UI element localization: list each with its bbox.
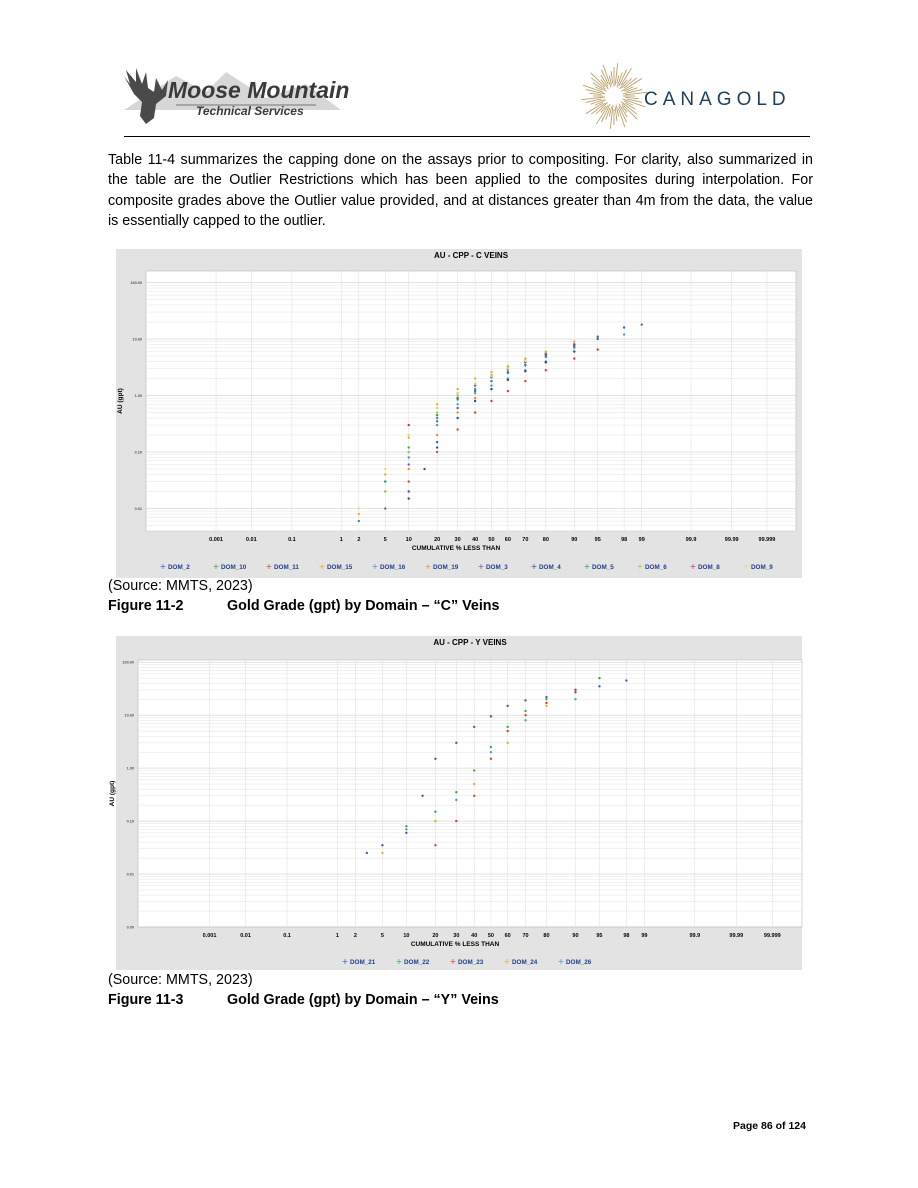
x-tick-label: 99 — [638, 537, 645, 543]
data-point — [474, 392, 476, 394]
data-point — [490, 751, 492, 753]
legend-marker: + — [530, 562, 538, 571]
data-point — [524, 710, 526, 712]
y-tick-label: 100.00 — [122, 660, 134, 665]
data-point — [506, 726, 508, 728]
data-point — [574, 698, 576, 700]
legend-marker: + — [449, 957, 457, 966]
x-tick-label: 90 — [571, 537, 578, 543]
data-point — [436, 424, 438, 426]
x-tick-label: 80 — [542, 537, 549, 543]
legend-marker: + — [583, 562, 591, 571]
x-tick-label: 0.1 — [288, 537, 296, 543]
y-tick-label: 1.00 — [126, 766, 134, 771]
data-point — [507, 367, 509, 369]
x-tick-label: 99.99 — [729, 933, 744, 939]
y-tick-label: 0.01 — [126, 872, 134, 877]
data-point — [436, 434, 438, 436]
data-point — [506, 742, 508, 744]
legend-marker: + — [318, 562, 326, 571]
data-point — [436, 407, 438, 409]
figure-number: Figure 11-2 — [108, 598, 184, 614]
data-point — [456, 417, 458, 419]
data-point — [573, 340, 575, 342]
data-point — [545, 696, 547, 698]
data-point — [545, 361, 547, 363]
data-point — [490, 384, 492, 386]
moose-mountain-logo — [116, 62, 350, 128]
data-point — [524, 370, 526, 372]
legend-entry: DOM_26 — [566, 959, 592, 966]
data-point — [490, 388, 492, 390]
data-point — [474, 383, 476, 385]
figure-title: Gold Grade (gpt) by Domain – “Y” Veins — [227, 992, 499, 1008]
legend-marker: + — [742, 562, 750, 571]
legend-marker: + — [689, 562, 697, 571]
x-axis-label: CUMULATIVE % LESS THAN — [411, 545, 501, 552]
x-tick-label: 99.999 — [758, 537, 776, 543]
data-point — [384, 480, 386, 482]
x-tick-label: 50 — [488, 537, 495, 543]
x-tick-label: 95 — [594, 537, 601, 543]
data-point — [455, 820, 457, 822]
y-tick-label: 0.01 — [134, 507, 142, 512]
chart-y-veins — [109, 636, 802, 970]
data-point — [408, 451, 410, 453]
legend-entry: DOM_6 — [645, 564, 667, 571]
legend-marker: + — [159, 562, 167, 571]
data-point — [434, 844, 436, 846]
figure-title: Gold Grade (gpt) by Domain – “C” Veins — [227, 598, 500, 614]
data-point — [623, 333, 625, 335]
data-point — [474, 411, 476, 413]
data-point — [490, 400, 492, 402]
moose-head-icon — [124, 68, 168, 124]
y-tick-label: 0.00 — [126, 925, 134, 930]
data-point — [524, 699, 526, 701]
x-tick-label: 0.01 — [240, 933, 251, 939]
data-point — [598, 677, 600, 679]
x-tick-label: 99 — [641, 933, 648, 939]
x-tick-label: 98 — [621, 537, 628, 543]
legend-marker: + — [636, 562, 644, 571]
data-point — [384, 507, 386, 509]
data-point — [408, 480, 410, 482]
x-tick-label: 0.001 — [202, 933, 217, 939]
data-point — [456, 407, 458, 409]
legend-marker: + — [371, 562, 379, 571]
legend-entry: DOM_23 — [458, 959, 484, 966]
legend-entry: DOM_19 — [433, 564, 459, 571]
chart-title: AU - CPP - Y VEINS — [433, 638, 507, 647]
data-point — [524, 380, 526, 382]
legend-marker: + — [212, 562, 220, 571]
data-point — [490, 371, 492, 373]
x-tick-label: 60 — [504, 537, 511, 543]
data-point — [490, 746, 492, 748]
x-tick-label: 95 — [596, 933, 603, 939]
y-tick-label: 0.10 — [134, 450, 142, 455]
data-point — [436, 451, 438, 453]
data-point — [456, 398, 458, 400]
data-point — [524, 714, 526, 716]
data-point — [421, 795, 423, 797]
x-tick-label: 99.9 — [689, 933, 701, 939]
data-point — [490, 715, 492, 717]
data-point — [436, 417, 438, 419]
x-tick-label: 2 — [353, 933, 357, 939]
data-point — [405, 832, 407, 834]
header-rule — [124, 136, 810, 137]
data-point — [384, 490, 386, 492]
legend-entry: DOM_5 — [592, 564, 614, 571]
data-point — [358, 507, 360, 509]
data-point — [573, 343, 575, 345]
data-point — [573, 357, 575, 359]
legend-marker: + — [341, 957, 349, 966]
data-point — [524, 719, 526, 721]
x-tick-label: 10 — [403, 933, 410, 939]
data-point — [490, 758, 492, 760]
page-number: Page 86 of 124 — [733, 1120, 806, 1132]
x-tick-label: 98 — [623, 933, 630, 939]
figure-caption — [108, 598, 499, 614]
data-point — [573, 350, 575, 352]
data-point — [455, 742, 457, 744]
data-point — [358, 513, 360, 515]
legend-entry: DOM_21 — [350, 959, 376, 966]
data-point — [507, 379, 509, 381]
data-point — [474, 400, 476, 402]
data-point — [408, 490, 410, 492]
x-tick-label: 1 — [335, 933, 339, 939]
data-point — [456, 403, 458, 405]
data-point — [456, 392, 458, 394]
data-point — [384, 468, 386, 470]
x-tick-label: 40 — [471, 933, 478, 939]
data-point — [524, 360, 526, 362]
data-point — [473, 726, 475, 728]
y-tick-label: 10.00 — [124, 713, 134, 718]
legend-marker: + — [503, 957, 511, 966]
chart-title: AU - CPP - C VEINS — [433, 251, 509, 260]
legend-entry: DOM_3 — [486, 564, 508, 571]
x-tick-label: 70 — [522, 537, 529, 543]
x-tick-label: 80 — [543, 933, 550, 939]
x-tick-label: 60 — [504, 933, 511, 939]
data-point — [573, 347, 575, 349]
x-tick-label: 0.01 — [245, 537, 257, 543]
data-point — [358, 520, 360, 522]
legend-marker: + — [477, 562, 485, 571]
data-point — [436, 441, 438, 443]
legend-marker: + — [557, 957, 565, 966]
data-point — [456, 388, 458, 390]
data-point — [524, 364, 526, 366]
figure-number: Figure 11-3 — [108, 992, 184, 1008]
data-point — [506, 705, 508, 707]
data-point — [597, 348, 599, 350]
data-point — [408, 424, 410, 426]
x-tick-label: 99.999 — [763, 933, 781, 939]
x-tick-label: 20 — [434, 537, 441, 543]
data-point — [408, 436, 410, 438]
legend-entry: DOM_8 — [698, 564, 720, 571]
legend-entry: DOM_11 — [274, 564, 299, 571]
data-point — [506, 730, 508, 732]
data-point — [545, 369, 547, 371]
legend-entry: DOM_2 — [168, 564, 190, 571]
y-tick-label: 0.10 — [126, 819, 134, 824]
logo-line1: Moose Mountain — [168, 77, 350, 103]
data-point — [408, 468, 410, 470]
data-point — [597, 335, 599, 337]
legend-entry: DOM_15 — [327, 564, 353, 571]
data-point — [408, 434, 410, 436]
data-point — [456, 411, 458, 413]
data-point — [545, 702, 547, 704]
y-tick-label: 10.00 — [132, 337, 142, 342]
legend-marker: + — [395, 957, 403, 966]
figure-source: (Source: MMTS, 2023) — [108, 578, 253, 594]
data-point — [384, 473, 386, 475]
data-point — [381, 844, 383, 846]
data-point — [436, 446, 438, 448]
x-tick-label: 99.9 — [685, 537, 697, 543]
data-point — [423, 468, 425, 470]
data-point — [545, 353, 547, 355]
data-point — [473, 795, 475, 797]
data-point — [545, 705, 547, 707]
x-tick-label: 90 — [572, 933, 579, 939]
data-point — [436, 414, 438, 416]
x-tick-label: 40 — [472, 537, 479, 543]
data-point — [474, 388, 476, 390]
canagold-wordmark: CANAGOLD — [644, 89, 791, 110]
y-tick-label: 100.00 — [130, 281, 142, 286]
x-axis-label: CUMULATIVE % LESS THAN — [410, 941, 500, 948]
x-tick-label: 0.001 — [209, 537, 223, 543]
data-point — [597, 338, 599, 340]
data-point — [507, 372, 509, 374]
data-point — [574, 691, 576, 693]
y-axis-label: AU (gpt) — [117, 388, 124, 414]
data-point — [434, 811, 436, 813]
data-point — [545, 356, 547, 358]
y-tick-label: 1.00 — [134, 394, 142, 399]
logo-line2: Technical Services — [196, 104, 304, 118]
legend-entry: DOM_22 — [404, 959, 430, 966]
x-tick-label: 20 — [432, 933, 439, 939]
x-tick-label: 5 — [380, 933, 384, 939]
x-tick-label: 50 — [487, 933, 494, 939]
data-point — [625, 679, 627, 681]
y-axis-label: AU (gpt) — [109, 780, 116, 807]
x-tick-label: 5 — [383, 537, 387, 543]
data-point — [490, 375, 492, 377]
figure-source: (Source: MMTS, 2023) — [108, 972, 253, 988]
data-point — [474, 397, 476, 399]
data-point — [598, 685, 600, 687]
x-tick-label: 1 — [339, 537, 343, 543]
data-point — [366, 852, 368, 854]
legend-entry: DOM_10 — [221, 564, 247, 571]
x-tick-label: 70 — [522, 933, 529, 939]
data-point — [641, 323, 643, 325]
data-point — [405, 828, 407, 830]
figure-caption — [108, 992, 499, 1008]
legend-marker: + — [265, 562, 273, 571]
data-point — [434, 758, 436, 760]
data-point — [408, 497, 410, 499]
data-point — [436, 403, 438, 405]
data-point — [574, 689, 576, 691]
x-tick-label: 30 — [454, 537, 461, 543]
data-point — [473, 769, 475, 771]
x-tick-label: 0.1 — [283, 933, 291, 939]
legend-entry: DOM_4 — [539, 564, 561, 571]
data-point — [408, 446, 410, 448]
legend-marker: + — [424, 562, 432, 571]
legend-entry: DOM_16 — [380, 564, 406, 571]
x-tick-label: 10 — [405, 537, 412, 543]
data-point — [473, 783, 475, 785]
canagold-logo — [580, 62, 810, 132]
data-point — [545, 351, 547, 353]
x-tick-label: 2 — [357, 537, 361, 543]
data-point — [507, 390, 509, 392]
data-point — [405, 825, 407, 827]
data-point — [434, 820, 436, 822]
data-point — [455, 791, 457, 793]
data-point — [381, 852, 383, 854]
chart-c-svg — [116, 249, 802, 578]
data-point — [456, 428, 458, 430]
sunburst-c-icon — [581, 63, 647, 129]
chart-y-svg — [109, 636, 802, 970]
data-point — [455, 799, 457, 801]
data-point — [623, 326, 625, 328]
data-point — [436, 411, 438, 413]
intro-paragraph: Table 11-4 summarizes the capping done on the assays prior to compositing. For clarity, also summarized in the table are the Outlier Restrictions which has been applied to the composites during interpolation. For composite grades above the Outlier value provided, and at distances greater than 4m from the data, the value is essentially capped to the outlier. — [108, 152, 813, 229]
legend-entry: DOM_9 — [751, 564, 773, 571]
data-point — [456, 394, 458, 396]
x-tick-label: 30 — [453, 933, 460, 939]
data-point — [545, 698, 547, 700]
chart-c-veins — [116, 249, 802, 578]
data-point — [436, 420, 438, 422]
data-point — [490, 380, 492, 382]
data-point — [408, 463, 410, 465]
x-tick-label: 99.99 — [724, 537, 739, 543]
legend-entry: DOM_24 — [512, 959, 538, 966]
data-point — [408, 456, 410, 458]
plot-area — [138, 660, 802, 927]
data-point — [474, 377, 476, 379]
